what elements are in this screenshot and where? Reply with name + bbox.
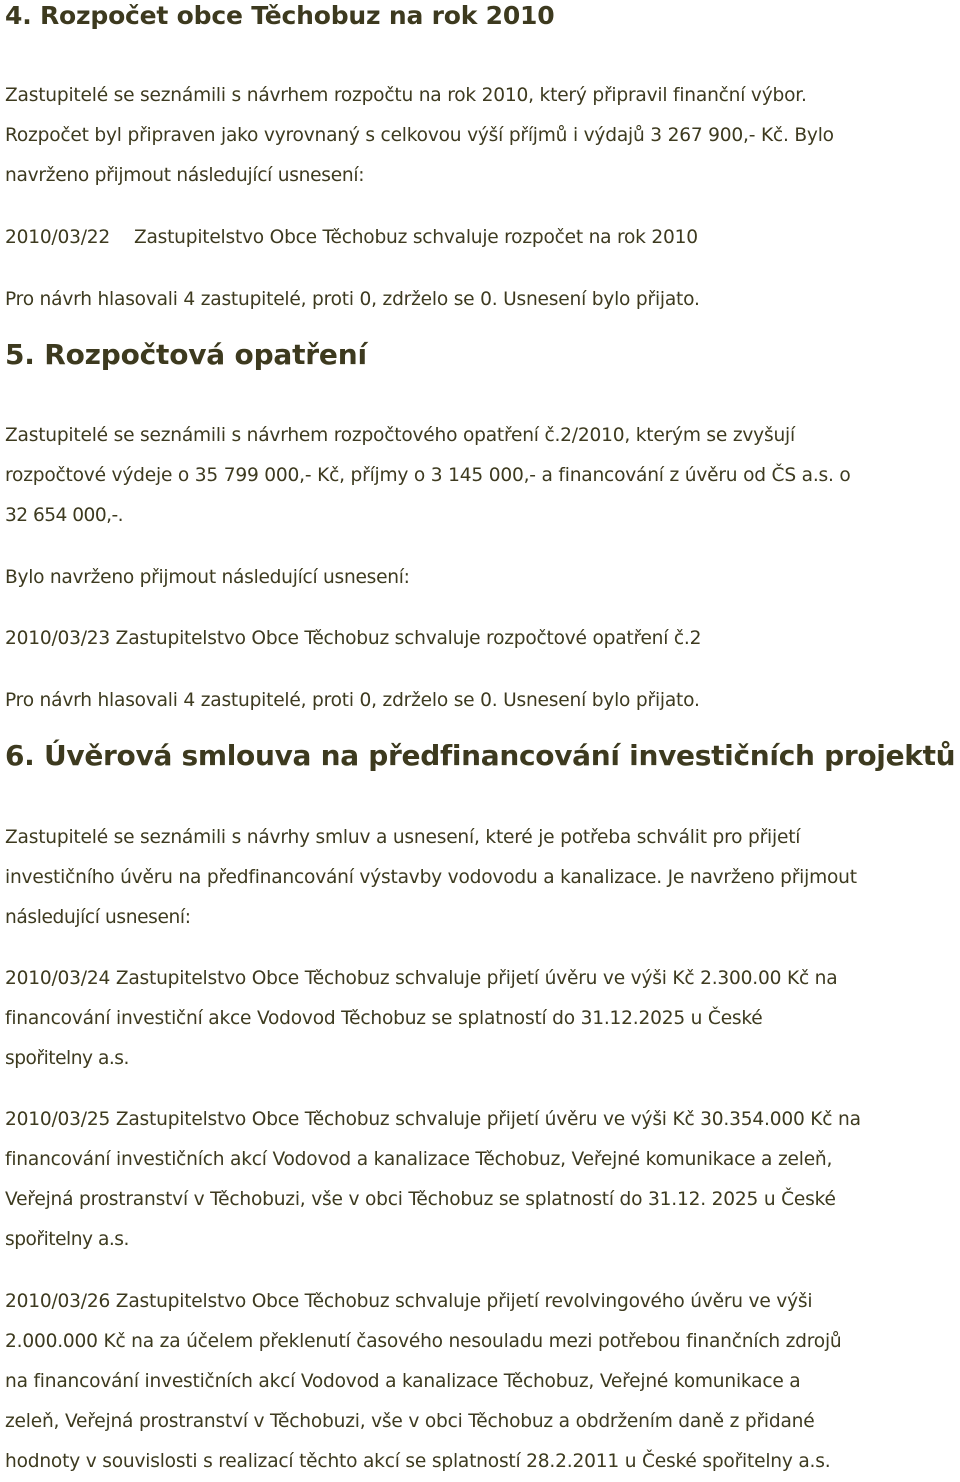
section-6-intro [5,818,960,938]
text-line: Zastupitelé se seznámili s návrhem rozpočtu na rok 2010, který připravil finanční výbor. [5,85,807,106]
text-line: spořitelny a.s. [5,1229,129,1250]
text-line: následující usnesení: [5,907,191,928]
section-6-heading: 6. Úvěrová smlouva na předfinancování investičních projektů [5,739,956,772]
section-5-heading: 5. Rozpočtová opatření [5,338,367,371]
text-line: Zastupitelé se seznámili s návrhy smluv a usnesení, které je potřeba schválit pro přijetí [5,827,801,848]
resolution-text: Zastupitelstvo Obce Těchobuz schvaluje rozpočet na rok 2010 [133,227,698,248]
text-line: 2010/03/25 Zastupitelstvo Obce Těchobuz schvaluje přijetí úvěru ve výši Kč 30.354.000 Kč na [5,1109,861,1130]
section-4-intro [5,76,960,196]
text-line: Zastupitelé se seznámili s návrhem rozpočtového opatření č.2/2010, kterým se zvyšují [5,425,795,446]
text-line: 32 654 000,-. [5,505,124,526]
text-line: Rozpočet byl připraven jako vyrovnaný s celkovou výší příjmů i výdajů 3 267 900,- Kč. Bylo [5,125,834,146]
text-line: zeleň, Veřejná prostranství v Těchobuzi, vše v obci Těchobuz a obdržením daně z přidané [5,1411,815,1432]
text-line: financování investiční akce Vodovod Těchobuz se splatností do 31.12.2025 u České [5,1008,763,1029]
section-5-vote [5,681,960,721]
resolution-2010-03-25 [5,1100,960,1260]
text-line: Bylo navrženo přijmout následující usnesení: [5,567,410,588]
text-line [5,218,960,258]
text-line: na financování investičních akcí Vodovod a kanalizace Těchobuz, Veřejné komunikace a [5,1371,801,1392]
section-4-heading: 4. Rozpočet obce Těchobuz na rok 2010 [5,1,555,30]
text-line: navrženo přijmout následující usnesení: [5,165,365,186]
text-line: 2.000.000 Kč na za účelem překlenutí časového nesouladu mezi potřebou finančních zdrojů [5,1331,842,1352]
section-4-vote [5,280,960,320]
resolution-number: 2010/03/22 [5,227,110,248]
section-5-proposal [5,558,960,598]
text-line: Pro návrh hlasovali 4 zastupitelé, proti 0, zdrželo se 0. Usnesení bylo přijato. [5,690,700,711]
resolution-2010-03-22 [5,218,960,258]
section-5-intro [5,416,960,536]
resolution-2010-03-26 [5,1282,960,1482]
text-line: 2010/03/23 Zastupitelstvo Obce Těchobuz schvaluje rozpočtové opatření č.2 [5,628,702,649]
resolution-2010-03-23 [5,619,960,659]
text-line: hodnoty v souvislosti s realizací těchto akcí se splatností 28.2.2011 u České spořitelny a.s. [5,1451,831,1472]
text-line: 2010/03/26 Zastupitelstvo Obce Těchobuz schvaluje přijetí revolvingového úvěru ve výši [5,1291,813,1312]
text-line: Veřejná prostranství v Těchobuzi, vše v obci Těchobuz se splatností do 31.12. 2025 u České [5,1189,836,1210]
text-line: Pro návrh hlasovali 4 zastupitelé, proti 0, zdrželo se 0. Usnesení bylo přijato. [5,289,700,310]
text-line: rozpočtové výdeje o 35 799 000,- Kč, příjmy o 3 145 000,- a financování z úvěru od ČS a.s. o [5,465,851,486]
text-line: investičního úvěru na předfinancování výstavby vodovodu a kanalizace. Je navrženo přijmout [5,867,857,888]
resolution-2010-03-24 [5,959,960,1079]
text-line: financování investičních akcí Vodovod a kanalizace Těchobuz, Veřejné komunikace a zeleň, [5,1149,833,1170]
text-line: 2010/03/24 Zastupitelstvo Obce Těchobuz schvaluje přijetí úvěru ve výši Kč 2.300.00 Kč na [5,968,838,989]
text-line: spořitelny a.s. [5,1048,129,1069]
